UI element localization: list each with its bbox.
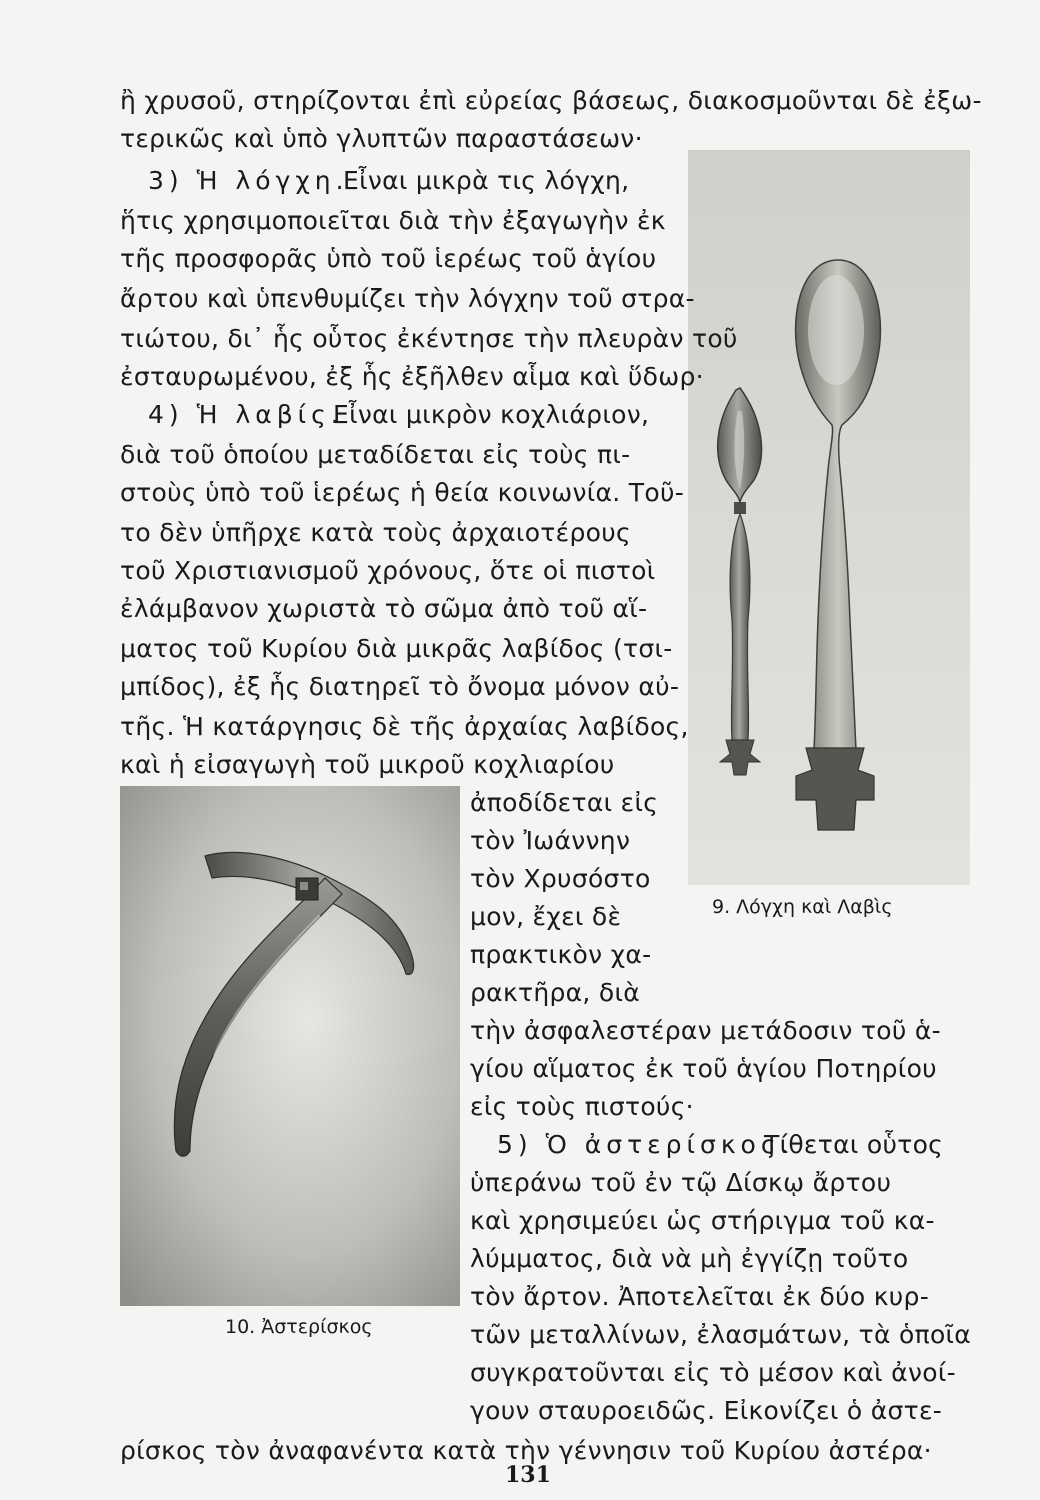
text-line: τῶν μεταλλίνων, ἐλασμάτων, τὰ ὁποῖα [470,1320,972,1349]
text-line: ἄρτου καὶ ὑπενθυμίζει τὴν λόγχην τοῦ στρα- [120,284,695,313]
section-heading-asteriskos: 5) Ὁ ἀστερίσκος. [497,1130,794,1159]
text-line: μπίδος), ἐξ ἧς διατηρεῖ τὸ ὄνομα μόνον αὐ- [120,672,680,701]
text-line: Τίθεται οὗτος [764,1130,944,1159]
text-line: γουν σταυροειδῶς. Εἰκονίζει ὁ ἀστε- [470,1396,943,1425]
text-line: καὶ χρησιμεύει ὡς στήριγμα τοῦ κα- [470,1206,935,1235]
text-line: τερικῶς καὶ ὑπὸ γλυπτῶν παραστάσεων· [120,124,643,153]
caption-figure-10: 10. Ἀστερίσκος [225,1316,373,1338]
section-heading-lance: 3) Ἡ λόγχη. [148,166,349,195]
text-line: εἰς τοὺς πιστούς· [470,1092,694,1121]
text-line: στοὺς ὑπὸ τοῦ ἱερέως ἡ θεία κοινωνία. Τοῦ- [120,478,685,507]
page-number: 131 [505,1462,551,1488]
text-line: το δὲν ὑπῆρχε κατὰ τοὺς ἀρχαιοτέρους [120,518,631,547]
text-line: καὶ ἡ εἰσαγωγὴ τοῦ μικροῦ κοχλιαρίου [120,750,615,779]
text-line: τὸν ἄρτον. Ἀποτελεῖται ἐκ δύο κυρ- [470,1282,930,1311]
text-line: τὸν Χρυσόστο [470,864,651,893]
text-line: ἢ χρυσοῦ, στηρίζονται ἐπὶ εὐρείας βάσεως, διακοσμοῦνται δὲ ἐξω- [120,86,982,115]
text-line: ἀποδίδεται εἰς [470,788,659,817]
text-line: πρακτικὸν χα- [470,940,652,969]
text-line: Εἶναι μικρὰ τις λόγχη, [343,166,630,195]
text-line: τὴν ἀσφαλεστέραν μετάδοσιν τοῦ ἁ- [470,1016,941,1045]
text-line: τῆς προσφορᾶς ὑπὸ τοῦ ἱερέως τοῦ ἁγίου [120,244,657,273]
text-line: μον, ἔχει δὲ [470,902,622,931]
text-line: τὸν Ἰωάννην [470,826,631,855]
text-line: Εἶναι μικρὸν κοχλιάριον, [333,400,650,429]
text-line: ἥτις χρησιμοποιεῖται διὰ τὴν ἐξαγωγὴν ἐκ [120,206,666,235]
text-line: τοῦ Χριστιανισμοῦ χρόνους, ὅτε οἱ πιστοὶ [120,556,656,585]
caption-figure-9: 9. Λόγχη καὶ Λαβὶς [712,896,893,918]
text-line: τῆς. Ἡ κατάργησις δὲ τῆς ἀρχαίας λαβίδος, [120,712,689,741]
text-line: διὰ τοῦ ὁποίου μεταδίδεται εἰς τοὺς πι- [120,440,631,469]
figure-lance-and-spoon [688,150,970,885]
text-line: γίου αἵματος ἐκ τοῦ ἁγίου Ποτηρίου [470,1054,937,1083]
text-line: συγκρατοῦνται εἰς τὸ μέσον καὶ ἀνοί- [470,1358,956,1387]
text-line: ρακτῆρα, διὰ [470,978,641,1007]
text-line: ἐλάμβανον χωριστὰ τὸ σῶμα ἀπὸ τοῦ αἵ- [120,594,648,623]
section-heading-spoon: 4) Ἡ λαβίς. [148,400,344,429]
figure-asteriskos [120,786,460,1306]
text-line: ρίσκος τὸν ἀναφανέντα κατὰ τὴν γέννησιν τοῦ Κυρίου ἀστέρα· [120,1436,932,1465]
text-line: ἐσταυρωμένου, ἐξ ἧς ἐξῆλθεν αἷμα καὶ ὕδωρ· [120,362,704,391]
text-line: ὑπεράνω τοῦ ἐν τῷ Δίσκῳ ἄρτου [470,1168,892,1197]
text-line: τιώτου, δι᾽ ἧς οὗτος ἐκέντησε τὴν πλευρὰν τοῦ [120,324,738,353]
text-line: ματος τοῦ Κυρίου διὰ μικρᾶς λαβίδος (τσι- [120,634,673,663]
text-line: λύμματος, διὰ νὰ μὴ ἐγγίζῃ τοῦτο [470,1244,909,1273]
